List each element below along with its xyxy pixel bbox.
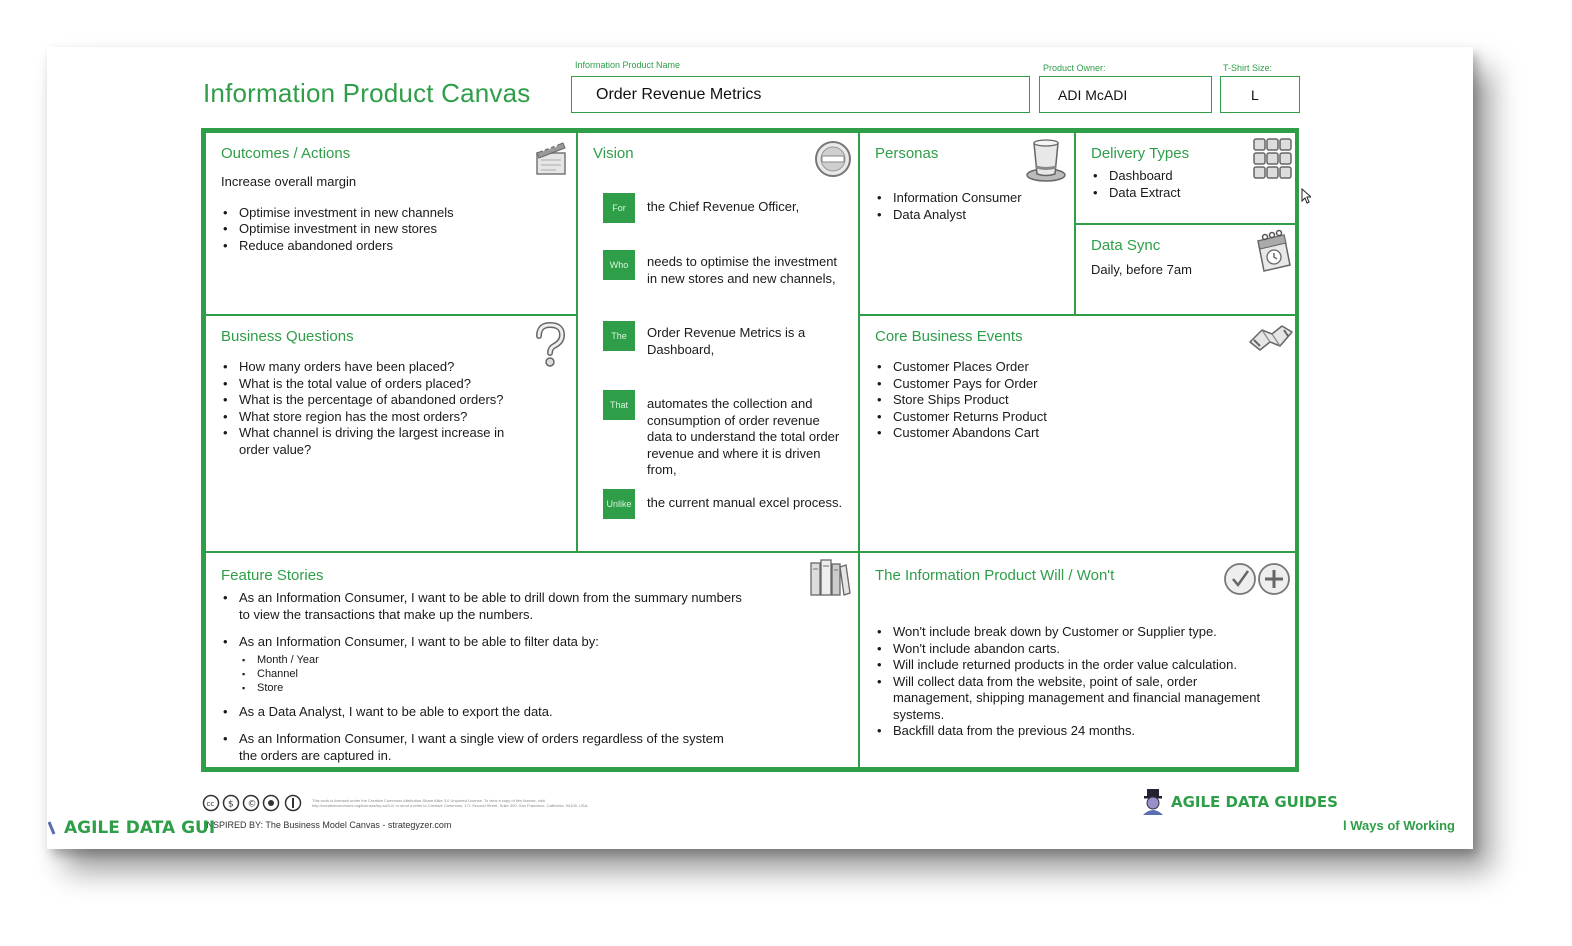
sub-list-item: ▪ Store (239, 681, 744, 695)
list-item: • What channel is driving the largest increase in order value? (221, 425, 562, 458)
vision-text: automates the collection and consumption of order revenue data to understand the total order revenue and where it is driven from, (647, 396, 840, 477)
core-business-events-section (859, 315, 1299, 552)
vision-tag: Unlike (603, 489, 635, 519)
left-brand-text: AGILE DATA GUI (64, 818, 216, 838)
vision-row-that (603, 396, 848, 479)
business-questions-list (221, 359, 562, 458)
list-item: • Information Consumer (875, 190, 1060, 207)
business-questions-section (205, 315, 577, 552)
list-item: • Store Ships Product (875, 392, 1284, 409)
agile-data-logo-icon (1140, 788, 1166, 821)
vision-text: the Chief Revenue Officer, (647, 199, 800, 214)
list-item: • Customer Places Order (875, 359, 1284, 376)
feature-stories-section (205, 552, 859, 768)
personas-list (875, 190, 1060, 223)
grid-icon (1252, 137, 1294, 186)
vision-row-for (603, 199, 848, 223)
feature-stories-title: Feature Stories (221, 567, 324, 584)
check-plus-icon (1222, 557, 1294, 606)
personas-section (859, 132, 1075, 315)
inspired-by-text: INSPIRED BY: The Business Model Canvas - strategyzer.com (204, 820, 452, 830)
product-owner-label: Product Owner: (1043, 63, 1106, 73)
sub-list-item: ▪ Channel (239, 667, 744, 681)
tshirt-size-value: L (1251, 86, 1259, 103)
core-business-events-title: Core Business Events (875, 328, 1023, 345)
vision-tag: Who (603, 250, 635, 280)
list-item: • What is the percentage of abandoned orders? (221, 392, 562, 409)
product-owner-field[interactable] (1039, 76, 1212, 113)
will-wont-list (875, 624, 1284, 740)
no-entry-icon (813, 139, 853, 184)
license-line: This work is licensed under the Creative Commons Attribution-Share Alike 3.0 Unported License. To view a copy of this license, visit (312, 798, 545, 803)
list-item: • Customer Returns Product (875, 409, 1284, 426)
vision-row-the (603, 325, 848, 358)
will-wont-title: The Information Product Will / Won't (875, 567, 1115, 584)
business-questions-title: Business Questions (221, 328, 354, 345)
list-item (221, 634, 744, 695)
filter-sublist (239, 653, 744, 695)
outcomes-intro: Increase overall margin (221, 174, 357, 189)
list-item: • Data Extract (1091, 185, 1284, 202)
list-item: • Optimise investment in new channels (221, 205, 562, 222)
outcomes-section (205, 132, 577, 315)
delivery-types-title: Delivery Types (1091, 145, 1190, 162)
svg-text:$: $ (228, 799, 234, 810)
license-line: http://creativecommons.org/licenses/by-sa/3.0/ or send a letter to Creative Commons, 171 Second Street, Suite 300, San Francisco, California, 94105, USA. (312, 803, 589, 808)
creative-commons-icon (202, 794, 302, 817)
feature-story-text: As an Information Consumer, I want to be able to filter data by: (239, 634, 599, 649)
top-hat-icon (1024, 137, 1068, 188)
will-wont-section (859, 552, 1299, 768)
data-sync-section (1075, 224, 1299, 315)
product-owner-value: ADI McADI (1058, 86, 1128, 103)
svg-text:cc: cc (206, 800, 215, 808)
left-logo-icon (48, 820, 56, 841)
cursor-icon (1301, 188, 1311, 209)
outcomes-title: Outcomes / Actions (221, 145, 351, 162)
canvas-slide (47, 47, 1473, 849)
list-item: • Won't include break down by Customer or Supplier type. (875, 624, 1276, 641)
books-icon (808, 557, 852, 604)
product-name-value: Order Revenue Metrics (596, 85, 762, 103)
outcomes-list (221, 205, 562, 255)
product-name-label: Information Product Name (575, 60, 681, 70)
list-item: • Won't include abandon carts. (875, 641, 1276, 658)
list-item: • Dashboard (1091, 168, 1284, 185)
list-item: • Customer Pays for Order (875, 376, 1284, 393)
sub-list-item: ▪ Month / Year (239, 653, 744, 667)
vision-text: Order Revenue Metrics is a Dashboard, (647, 325, 806, 357)
vision-title: Vision (593, 145, 634, 162)
tshirt-size-field[interactable] (1220, 76, 1300, 113)
vision-tag: For (603, 193, 635, 223)
vision-text: the current manual excel process. (647, 495, 843, 510)
list-item: • What store region has the most orders? (221, 409, 562, 426)
vision-row-unlike (603, 495, 848, 519)
list-item: • As an Information Consumer, I want a single view of orders regardless of the system the orders are captured in. (221, 731, 744, 764)
vision-tag: The (603, 321, 635, 351)
list-item: • Reduce abandoned orders (221, 238, 562, 255)
list-item: • Customer Abandons Cart (875, 425, 1284, 442)
question-mark-icon (532, 322, 568, 373)
list-item: • Will collect data from the website, point of sale, order management, shipping management and financial management systems. (875, 674, 1276, 724)
list-item: • How many orders have been placed? (221, 359, 562, 376)
list-item: • Will include returned products in the order value calculation. (875, 657, 1276, 674)
list-item: • As a Data Analyst, I want to be able to export the data. (221, 704, 744, 721)
feature-stories-list (221, 590, 844, 764)
list-item: • Backfill data from the previous 24 months. (875, 723, 1276, 740)
page-title: Information Product Canvas (203, 78, 531, 108)
tshirt-size-label: T-Shirt Size: (1223, 63, 1273, 73)
delivery-types-section (1075, 132, 1299, 224)
vision-tag: That (603, 390, 635, 420)
product-canvas (201, 128, 1299, 772)
product-name-field[interactable] (571, 76, 1030, 113)
right-footer-text: l Ways of Working (1343, 818, 1455, 833)
list-item: • What is the total value of orders placed? (221, 376, 562, 393)
data-sync-title: Data Sync (1091, 237, 1161, 254)
vision-row-who (603, 254, 848, 287)
data-sync-text: Daily, before 7am (1091, 262, 1192, 277)
handshake-icon (1248, 320, 1294, 359)
svg-text:©: © (247, 799, 257, 810)
list-item: • As an Information Consumer, I want to be able to drill down from the summary numbers to view the transactions that make up the numbers. (221, 590, 744, 623)
personas-title: Personas (875, 145, 939, 162)
clapperboard-icon (534, 139, 568, 182)
vision-text: needs to optimise the investment in new stores and new channels, (647, 254, 838, 286)
list-item: • Optimise investment in new stores (221, 221, 562, 238)
list-item: • Data Analyst (875, 207, 1060, 224)
calendar-icon (1254, 229, 1292, 280)
brand-logo-text: AGILE DATA GUIDES (1171, 793, 1338, 811)
vision-section (577, 132, 859, 552)
license-text (312, 798, 672, 808)
core-business-events-list (875, 359, 1284, 442)
